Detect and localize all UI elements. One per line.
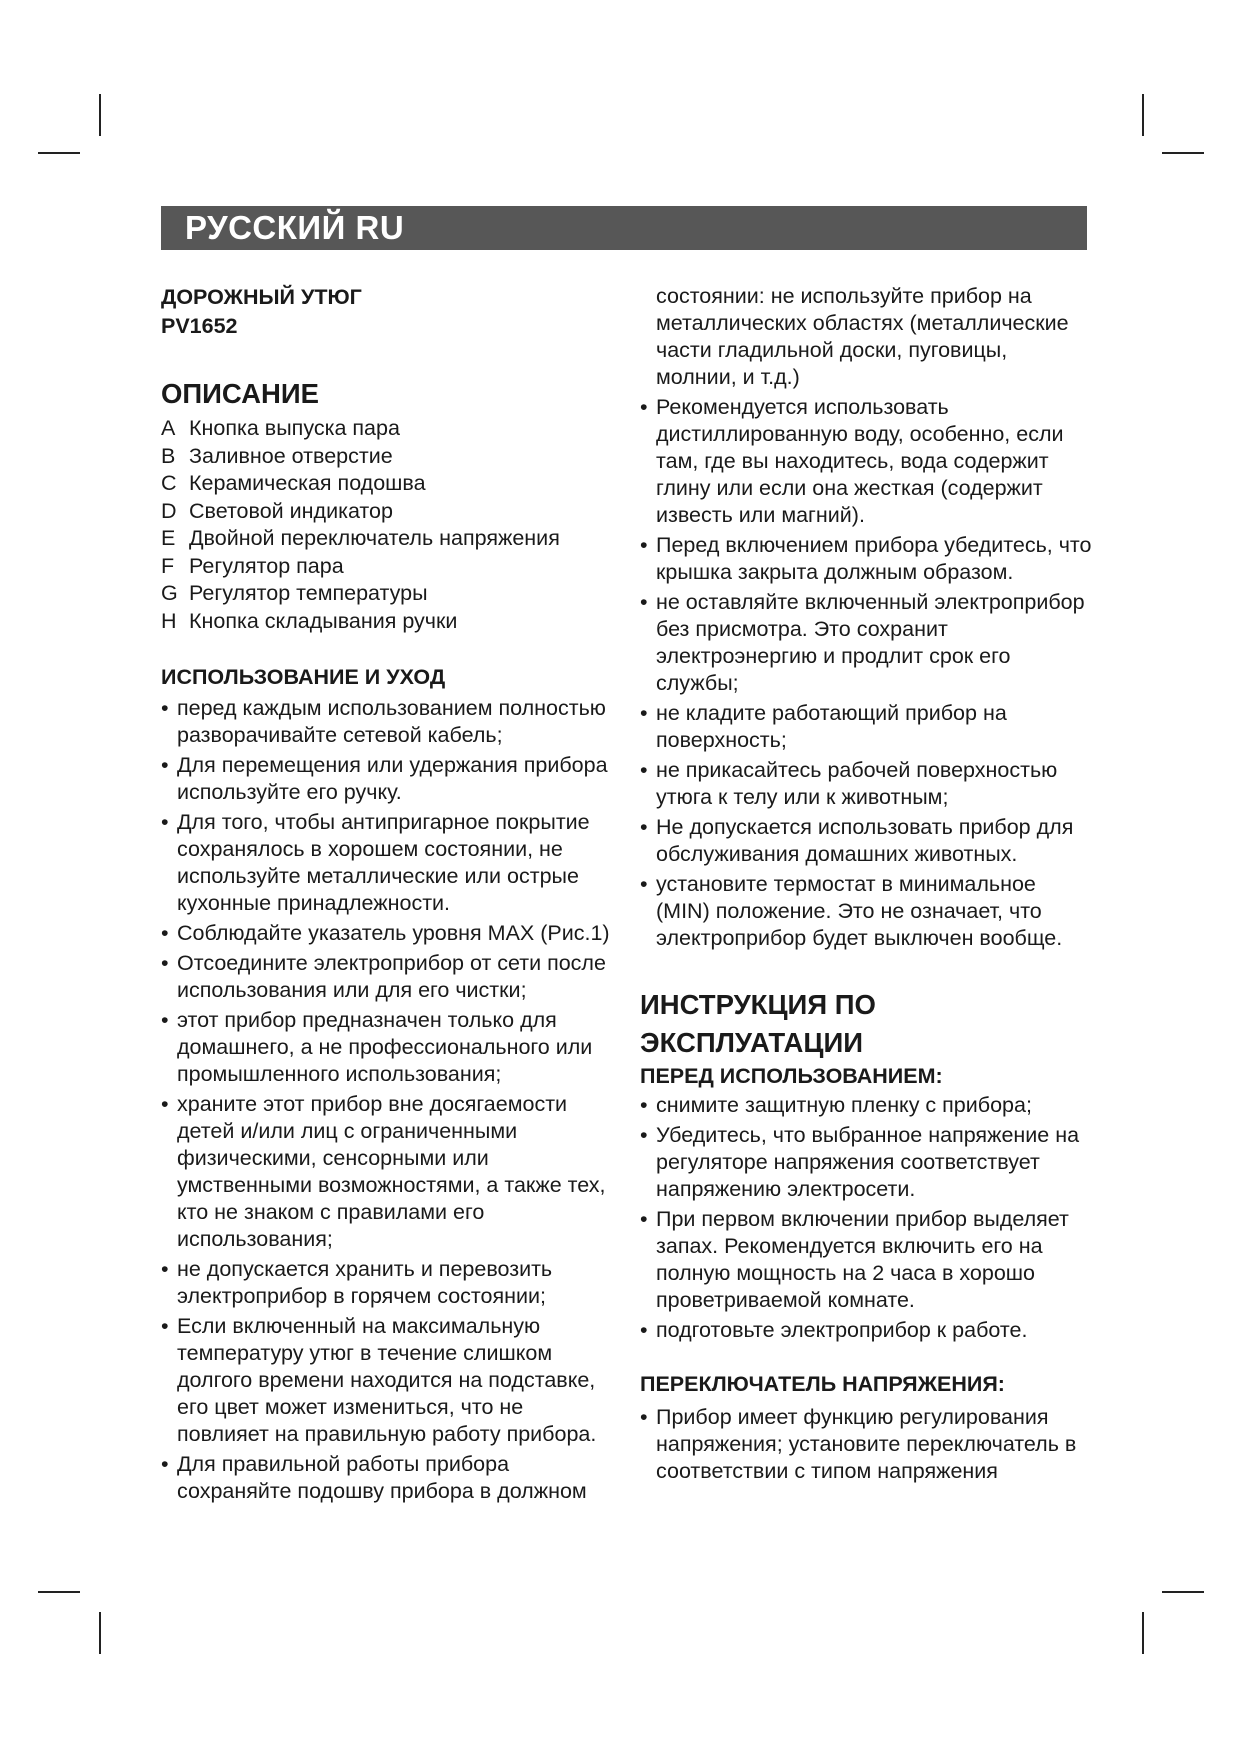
part-label: Регулятор температуры	[189, 581, 428, 605]
usage-item: • Не допускается использовать прибор для обслуживания домашних животных.	[640, 814, 1092, 868]
usage-heading: ИСПОЛЬЗОВАНИЕ И УХОД	[161, 665, 446, 689]
usage-item: • Перед включением прибора убедитесь, что крышка закрыта должным образом.	[640, 532, 1092, 586]
part-letter: H	[161, 608, 177, 633]
crop-mark-top-right-horizontal	[1162, 152, 1204, 154]
voltage-switch-item: • Прибор имеет функцию регулирования напряжения; установите переключатель в соответствии с типом напряжения	[640, 1404, 1092, 1485]
part-label: Двойной переключатель напряжения	[189, 526, 560, 550]
parts-list	[161, 415, 613, 635]
usage-item: • Если включенный на максимальную температуру утюг в течение слишком долгого времени находится на подставке, его цвет может измениться, что не повлияет на правильную работу прибора.	[161, 1313, 613, 1448]
product-name: ДОРОЖНЫЙ УТЮГ	[161, 285, 362, 309]
left-column	[161, 283, 613, 1508]
crop-mark-bottom-right-vertical	[1142, 1612, 1144, 1654]
usage-item: • перед каждым использованием полностью разворачивайте сетевой кабель;	[161, 695, 613, 749]
part-item	[161, 580, 613, 608]
before-use-item: • подготовьте электроприбор к работе.	[640, 1317, 1092, 1344]
crop-mark-top-left-vertical	[99, 94, 101, 136]
part-letter: B	[161, 443, 176, 468]
usage-item-continuation: состоянии: не используйте прибор на металлических областях (металлические части гладильной доски, пуговицы, молнии, и т.д.)	[656, 284, 1069, 389]
part-letter: C	[161, 471, 177, 495]
usage-item: • не прикасайтесь рабочей поверхностью утюга к телу или к животным;	[640, 757, 1092, 811]
part-item	[161, 608, 613, 636]
voltage-switch-heading: ПЕРЕКЛЮЧАТЕЛЬ НАПРЯЖЕНИЯ:	[640, 1372, 1005, 1396]
usage-item: • храните этот прибор вне досягаемости детей и/или лиц с ограниченными физическими, сенсорными или умственными возможностями, а также тех, кто не знаком с правилами его использования;	[161, 1091, 613, 1253]
usage-item: • Для того, чтобы антипригарное покрытие сохранялось в хорошем состоянии, не используйте металлические или острые кухонные принадлежности.	[161, 809, 613, 917]
part-item	[161, 415, 613, 443]
part-item	[161, 553, 613, 581]
part-item	[161, 525, 613, 553]
product-model: PV1652	[161, 314, 238, 338]
part-label: Кнопка выпуска пара	[189, 416, 400, 440]
part-item	[161, 498, 613, 526]
part-item	[161, 443, 613, 471]
usage-item: • Отсоедините электроприбор от сети после использования или для его чистки;	[161, 950, 613, 1004]
crop-mark-bottom-left-vertical	[99, 1612, 101, 1654]
voltage-switch-list	[640, 1404, 1092, 1485]
language-header-bar: РУССКИЙ RU	[161, 206, 1087, 250]
part-label: Заливное отверстие	[189, 443, 393, 468]
part-letter: D	[161, 498, 177, 523]
usage-list-right	[640, 394, 1092, 952]
crop-mark-top-right-vertical	[1142, 94, 1144, 136]
usage-item: • Соблюдайте указатель уровня MAX (Рис.1)	[161, 920, 613, 947]
crop-mark-top-left-horizontal	[38, 152, 80, 154]
before-use-item: • При первом включении прибор выделяет запах. Рекомендуется включить его на полную мощность на 2 часа в хорошо проветриваемой комнате.	[640, 1206, 1092, 1314]
usage-item: • установите термостат в минимальное (MIN) положение. Это не означает, что электроприбор будет выключен вообще.	[640, 871, 1092, 952]
part-letter: E	[161, 526, 176, 550]
usage-item: • не допускается хранить и перевозить электроприбор в горячем состоянии;	[161, 1256, 613, 1310]
usage-item: • не оставляйте включенный электроприбор без присмотра. Это сохранит электроэнергию и продлит срок его службы;	[640, 589, 1092, 697]
before-use-item: • Убедитесь, что выбранное напряжение на регуляторе напряжения соответствует напряжению электросети.	[640, 1122, 1092, 1203]
part-label: Керамическая подошва	[189, 471, 426, 495]
usage-item: • Рекомендуется использовать дистиллированную воду, особенно, если там, где вы находитесь, вода содержит глину или если она жесткая (содержит известь или магний).	[640, 394, 1092, 529]
crop-mark-bottom-left-horizontal	[38, 1591, 80, 1593]
usage-item: • Для правильной работы прибора сохраняйте подошву прибора в должном	[161, 1451, 613, 1505]
usage-item: • Для перемещения или удержания прибора используйте его ручку.	[161, 752, 613, 806]
part-letter: F	[161, 553, 175, 578]
part-label: Регулятор пара	[189, 553, 344, 578]
part-letter: A	[161, 416, 176, 440]
part-item	[161, 470, 613, 498]
usage-item: • этот прибор предназначен только для домашнего, а не профессионального или промышленного использования;	[161, 1007, 613, 1088]
part-label: Кнопка складывания ручки	[189, 608, 458, 633]
part-letter: G	[161, 581, 178, 605]
crop-mark-bottom-right-horizontal	[1162, 1591, 1204, 1593]
description-heading: ОПИСАНИЕ	[161, 378, 319, 409]
right-column	[640, 283, 1092, 1488]
usage-item: • не кладите работающий прибор на поверхность;	[640, 700, 1092, 754]
instructions-heading: ИНСТРУКЦИЯ ПО ЭКСПЛУАТАЦИИ	[640, 989, 876, 1058]
part-label: Световой индикатор	[189, 498, 393, 523]
before-use-item: • снимите защитную пленку с прибора;	[640, 1092, 1092, 1119]
usage-list-left	[161, 695, 613, 1505]
before-use-list	[640, 1092, 1092, 1344]
before-use-heading: ПЕРЕД ИСПОЛЬЗОВАНИЕМ:	[640, 1064, 943, 1088]
